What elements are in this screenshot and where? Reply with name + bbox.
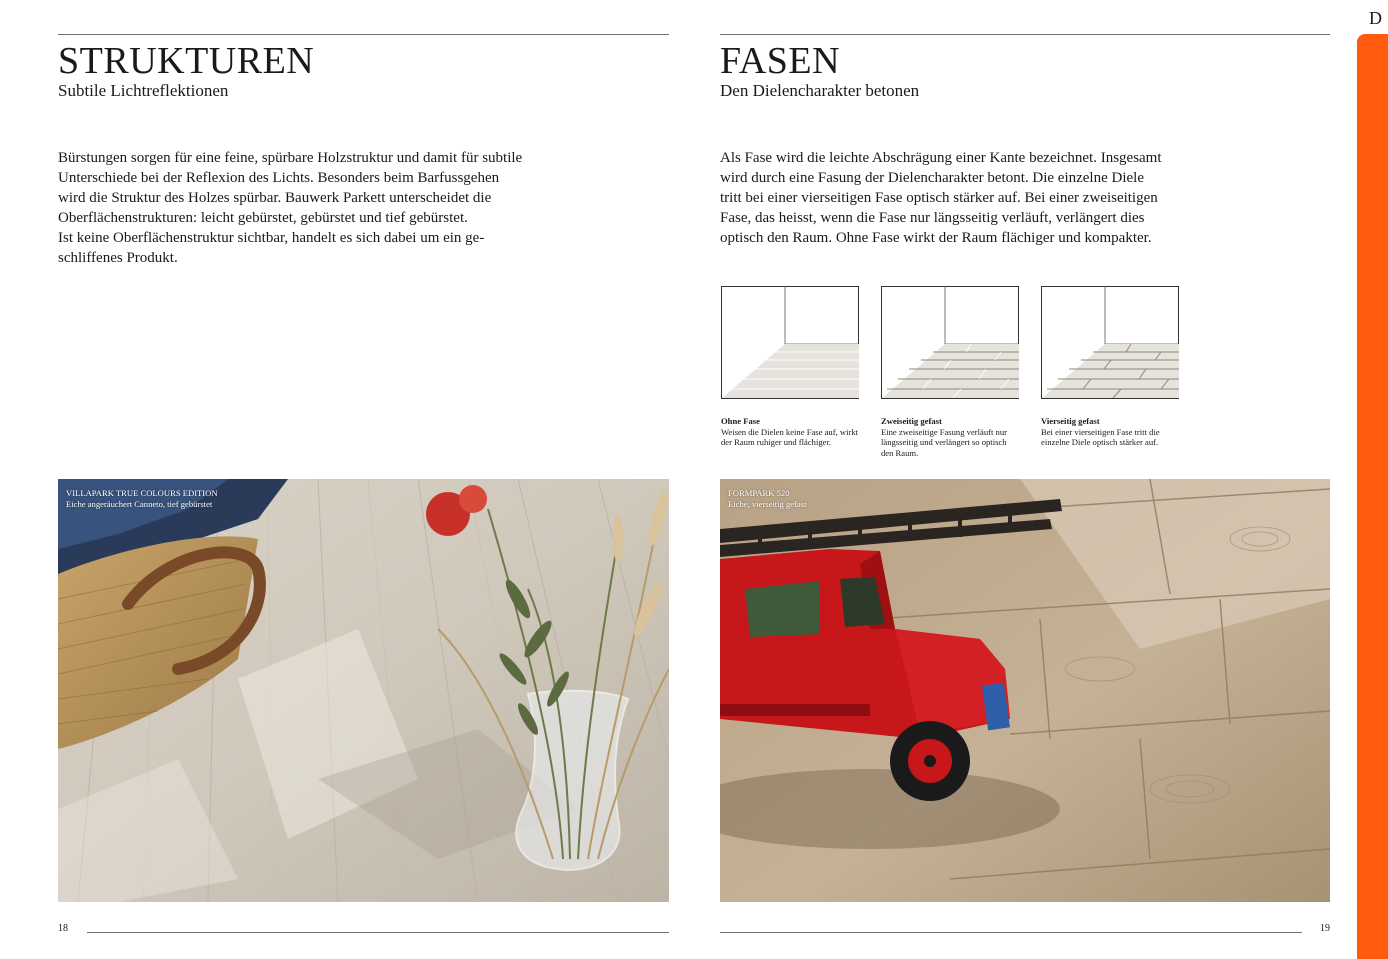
photo-caption-title: VILLAPARK TRUE COLOURS EDITION <box>66 488 218 498</box>
body-line: Oberflächenstrukturen: leicht gebürstet, gebürstet und tief gebürstet. <box>58 210 468 226</box>
body-line: optisch den Raum. Ohne Fase wirkt der Raum flächiger und kompakter. <box>720 230 1152 246</box>
formpark-photo-caption <box>728 488 807 509</box>
formpark-photo <box>720 479 1330 902</box>
body-line: wird durch eine Fasung der Dielencharakter betont. Die einzelne Diele <box>720 170 1144 186</box>
right-body-text <box>720 148 1162 248</box>
diagram-caption-ohne-fase <box>721 416 871 448</box>
left-body-text <box>58 148 522 268</box>
diagram-caption-zweiseitig <box>881 416 1031 458</box>
left-page-subtitle: Subtile Lichtreflektionen <box>58 81 229 100</box>
villapark-photo <box>58 479 669 902</box>
diagram-zweiseitig-gefast <box>881 286 1019 399</box>
body-line: tritt bei einer vierseitigen Fase optisch stärker auf. Bei einer zweiseitigen <box>720 190 1158 206</box>
caption-line: Eine zweiseitige Fasung verläuft nur <box>881 426 1008 437</box>
caption-title: Ohne Fase <box>721 416 760 426</box>
photo-caption-subtitle: Eiche, vierseitig gefast <box>728 498 807 509</box>
caption-title: Zweiseitig gefast <box>881 416 942 426</box>
right-page-title: FASEN <box>720 40 841 82</box>
photo-caption-subtitle: Eiche angeräuchert Canneto, tief gebürstet <box>66 498 213 509</box>
left-bottom-rule <box>87 932 669 933</box>
orange-side-tab <box>1357 34 1388 959</box>
left-top-rule <box>58 34 669 35</box>
diagram-ohne-fase <box>721 286 859 399</box>
diagram-vierseitig-gefast <box>1041 286 1179 399</box>
body-line: Unterschiede bei der Reflexion des Lichts. Besonders beim Barfussgehen <box>58 170 500 186</box>
right-top-rule <box>720 34 1330 35</box>
caption-line: Weisen die Dielen keine Fase auf, wirkt <box>721 426 859 437</box>
right-bottom-rule <box>720 932 1302 933</box>
language-marker: D <box>1369 8 1382 28</box>
body-line: Fase, das heisst, wenn die Fase nur längsseitig verläuft, verlängert dies <box>720 210 1145 226</box>
caption-title: Vierseitig gefast <box>1041 416 1100 426</box>
left-page-number: 18 <box>58 923 68 934</box>
right-page-subtitle: Den Dielencharakter betonen <box>720 81 920 100</box>
body-line: schliffenes Produkt. <box>58 250 178 266</box>
diagram-caption-vierseitig <box>1041 416 1191 448</box>
caption-line: längsseitig und verlängert so optisch <box>881 437 1007 448</box>
left-page-title: STRUKTUREN <box>58 40 315 82</box>
body-line: Ist keine Oberflächenstruktur sichtbar, handelt es sich dabei um ein ge- <box>58 230 485 246</box>
body-line: wird die Struktur des Holzes spürbar. Bauwerk Parkett unterscheidet die <box>58 190 492 206</box>
photo-caption-title: FORMPARK 520 <box>728 488 790 498</box>
villapark-photo-caption <box>66 488 218 509</box>
body-line: Als Fase wird die leichte Abschrägung einer Kante bezeichnet. Insgesamt <box>720 150 1162 166</box>
caption-line: der Raum ruhiger und flächiger. <box>721 437 832 448</box>
caption-line: einzelne Diele optisch stärker auf. <box>1041 437 1159 448</box>
caption-line: Bei einer vierseitigen Fase tritt die <box>1041 426 1160 437</box>
body-line: Bürstungen sorgen für eine feine, spürbare Holzstruktur und damit für subtile <box>58 150 523 166</box>
caption-line: den Raum. <box>881 447 919 458</box>
formpark-photo-illustration <box>720 479 1330 902</box>
right-page-number: 19 <box>1320 923 1330 934</box>
villapark-photo-illustration <box>58 479 669 902</box>
